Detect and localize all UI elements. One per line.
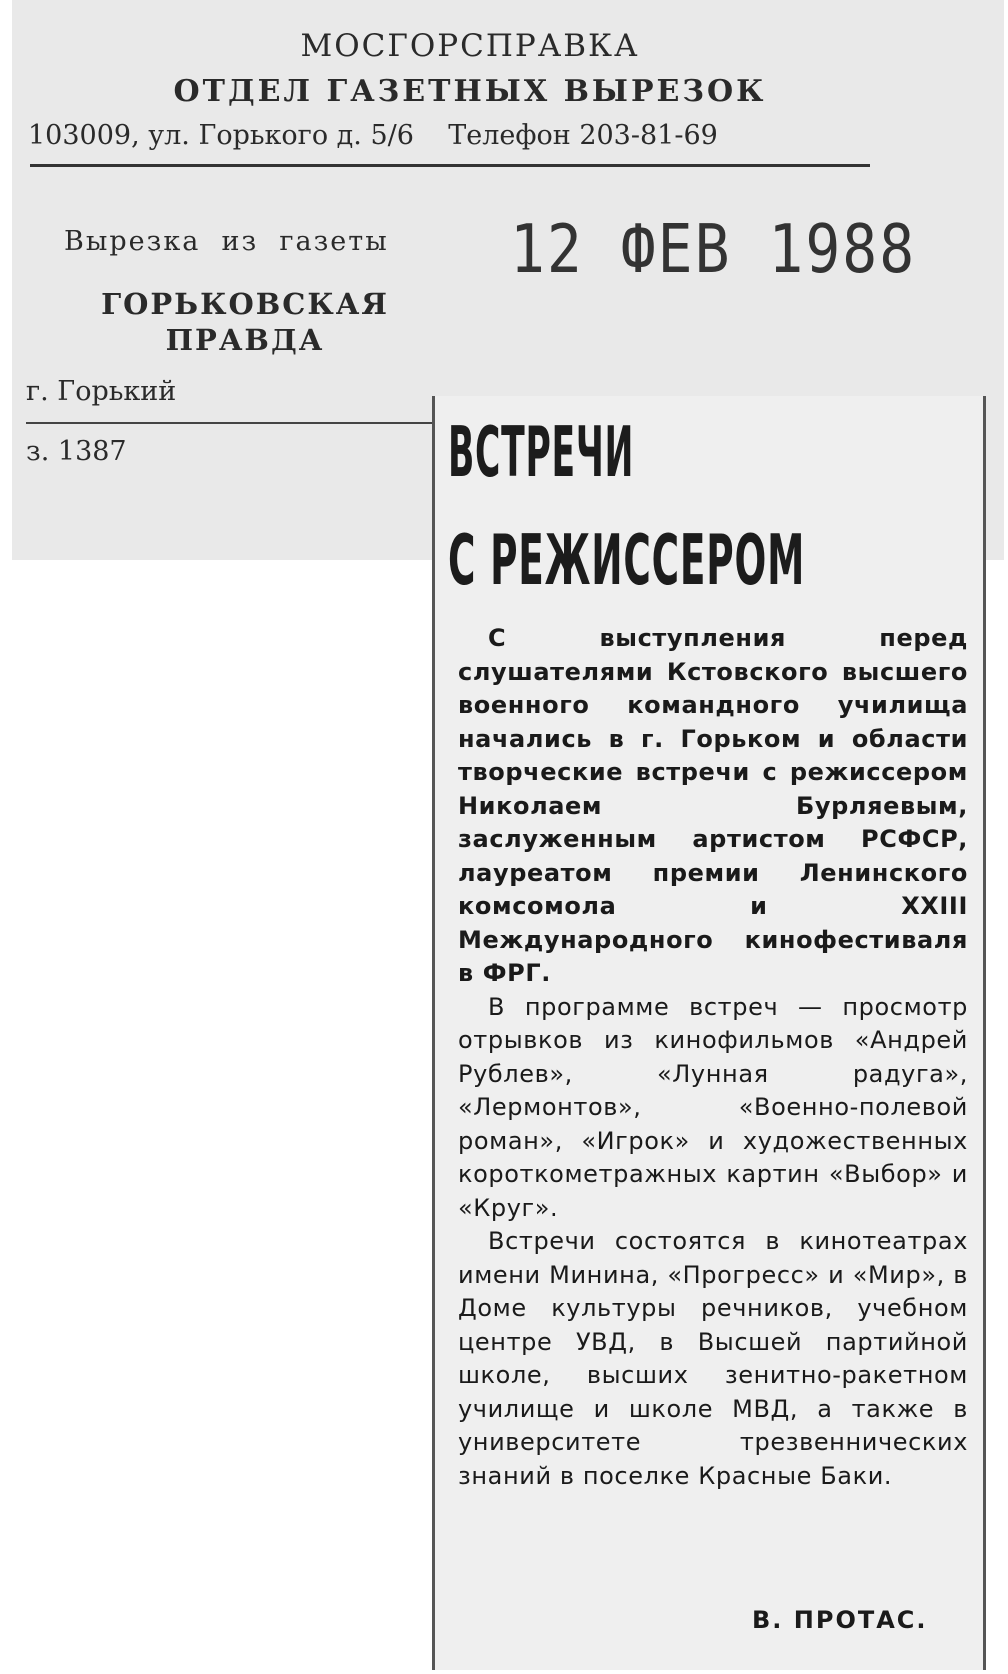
city-divider xyxy=(26,422,436,424)
clip-label: Вырезка из газеты xyxy=(64,226,389,257)
header-divider xyxy=(30,164,870,167)
headline-line-2: С РЕЖИССЕРОМ xyxy=(448,520,806,602)
agency-name: МОСГОРСПРАВКА xyxy=(300,28,640,64)
article-paragraph: Встречи состоятся в кинотеатрах имени Минина, «Прогресс» и «Мир», в Доме культуры речников, учебном центре УВД, в Высшей партийной школе, высших зенитно-ракетном училище и школе МВД, а также в университете трезвеннических знаний в поселке Красные Баки. xyxy=(458,1227,968,1490)
headline-line-1: ВСТРЕЧИ xyxy=(448,412,635,494)
order-number: з. 1387 xyxy=(26,436,127,467)
date-stamp: 12 ФЕВ 1988 xyxy=(510,210,917,289)
newspaper-name: ГОРЬКОВСКАЯ ПРАВДА xyxy=(101,287,389,357)
article-body xyxy=(458,622,968,1493)
agency-address: 103009, ул. Горького д. 5/6 Телефон 203-81-69 xyxy=(28,120,718,151)
article-paragraph: В программе встреч — просмотр отрывков из кинофильмов «Андрей Рублев», «Лунная радуга», «Лермонтов», «Военно-полевой роман», «Игрок» и художественных короткометражных картин «Выбор» и «Круг». xyxy=(458,992,968,1222)
article-paragraph: С выступления перед слушателями Кстовского высшего военного командного училища начались в г. Горьком и области творческие встречи с режиссером Николаем Бурляевым, заслуженным артистом РСФСР, лауреатом премии Ленинского комсомола и XXIII Международного кинофестиваля в ФРГ. xyxy=(458,624,968,987)
author-signature: В. ПРОТАС. xyxy=(752,1606,928,1634)
department-name: ОТДЕЛ ГАЗЕТНЫХ ВЫРЕЗОК xyxy=(173,74,767,109)
newspaper-city: г. Горький xyxy=(26,376,177,407)
